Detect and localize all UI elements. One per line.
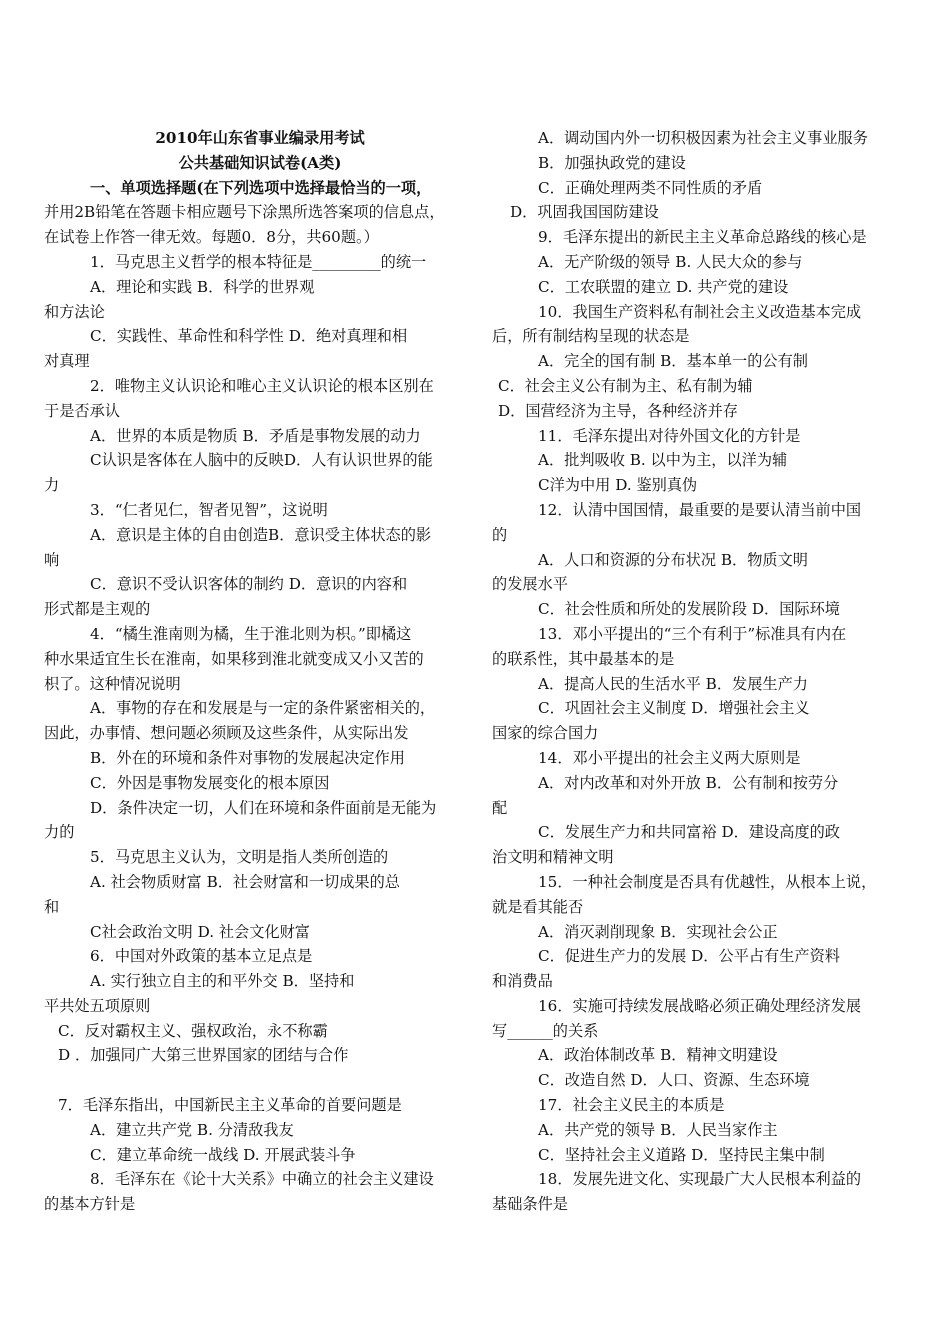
question-5: 5．马克思主义认为，文明是指人类所创造的: [90, 848, 389, 867]
option-line: A．调动国内外一切积极因素为社会主义事业服务: [538, 129, 868, 147]
option-line: C．意识不受认识客体的制约 D．意识的内容和: [90, 575, 408, 594]
option-line: C．外因是事物发展变化的根本原因: [90, 773, 330, 792]
option-line: C．实践性、革命性和科学性 D．绝对真理和相: [90, 327, 408, 346]
option-line: C．巩固社会主义制度 D．增强社会主义: [538, 699, 810, 718]
option-line: C认识是客体在人脑中的反映D．人有认识世界的能: [90, 451, 433, 470]
option-line: D ．加强同广大第三世界国家的团结与合作: [58, 1046, 349, 1065]
option-line: A．人口和资源的分布状况 B．物质文明: [538, 550, 808, 569]
option-line: B．外在的环境和条件对事物的发展起决定作用: [90, 748, 405, 767]
option-line: A．提高人民的生活水平 B．发展生产力: [538, 674, 808, 693]
question-10: 10．我国生产资料私有制社会主义改造基本完成: [538, 302, 862, 321]
question-16: 16．实施可持续发展战略必须正确处理经济发展: [538, 996, 862, 1015]
text-line: 和: [44, 897, 60, 916]
option-line: A．理论和实践 B．科学的世界观: [90, 277, 315, 296]
option-line: C洋为中用 D. 鉴别真伪: [538, 476, 698, 495]
question-11: 11．毛泽东提出对待外国文化的方针是: [538, 426, 801, 445]
option-line: D．条件决定一切，人们在环境和条件面前是无能为: [90, 798, 437, 817]
right-column: [492, 126, 912, 1217]
text-line: 和方法论: [44, 302, 105, 321]
option-line: A．政治体制改革 B．精神文明建设: [538, 1046, 778, 1065]
option-line: C．建立革命统一战线 D. 开展武装斗争: [90, 1145, 356, 1164]
option-line: C．发展生产力和共同富裕 D．建设高度的政: [538, 823, 840, 842]
blank-line: [44, 1068, 476, 1093]
text-line: 对真理: [44, 352, 90, 371]
text-line: 的发展水平: [492, 575, 568, 594]
option-line: D．国营经济为主导，各种经济并存: [498, 401, 738, 420]
text-line: 力的: [44, 823, 75, 842]
option-line: A．事物的存在和发展是与一定的条件紧密相关的，: [90, 699, 436, 718]
question-17: 17．社会主义民主的本质是: [538, 1096, 725, 1115]
question-4: 4．“橘生淮南则为橘，生于淮北则为枳。”即橘这: [90, 624, 412, 643]
question-12: 12．认清中国国情，最重要的是要认清当前中国: [538, 500, 862, 519]
section-heading: 一、单项选择题(在下列选项中选择最恰当的一项，: [90, 178, 432, 197]
question-1: 1．马克思主义哲学的根本特征是_________的统一: [90, 252, 427, 271]
question-3: 3．“仁者见仁，智者见智”，这说明: [90, 500, 328, 519]
text-line: 响: [44, 550, 60, 569]
option-line: C．反对霸权主义、强权政治，永不称霸: [58, 1021, 328, 1040]
question-7: 7．毛泽东指出，中国新民主主义革命的首要问题是: [58, 1096, 402, 1115]
option-line: C．改造自然 D．人口、资源、生态环境: [538, 1071, 810, 1090]
text-line: 配: [492, 798, 508, 817]
text-line: 基础条件是: [492, 1195, 568, 1214]
option-line: A．完全的国有制 B．基本单一的公有制: [538, 352, 808, 371]
text-line: 国家的综合国力: [492, 724, 599, 743]
option-line: C．坚持社会主义道路 D．坚持民主集中制: [538, 1145, 825, 1164]
option-line: A．无产阶级的领导 B. 人民大众的参与: [538, 252, 803, 271]
question-8: 8．毛泽东在《论十大关系》中确立的社会主义建设: [90, 1170, 434, 1189]
option-line: A．世界的本质是物质 B．矛盾是事物发展的动力: [90, 426, 421, 445]
option-line: A．意识是主体的自由创造B．意识受主体状态的影: [90, 525, 432, 544]
text-line: 形式都是主观的: [44, 600, 151, 619]
option-line: A．消灭剥削现象 B．实现社会公正: [538, 922, 778, 941]
text-line: 于是否承认: [44, 401, 120, 420]
text-line: 后，所有制结构呈现的状态是: [492, 327, 690, 346]
option-line: A．共产党的领导 B．人民当家作主: [538, 1120, 778, 1139]
left-column: [44, 126, 476, 1217]
exam-subtitle: 公共基础知识试卷(A类): [178, 153, 342, 172]
option-line: C社会政治文明 D. 社会文化财富: [90, 922, 310, 941]
option-line: C．社会主义公有制为主、私有制为辅: [498, 376, 753, 395]
text-line: 的: [492, 525, 508, 544]
text-line: 就是看其能否: [492, 897, 584, 916]
option-line: A．建立共产党 B. 分清敌我友: [90, 1120, 294, 1139]
option-line: B．加强执政党的建设: [538, 153, 686, 172]
option-line: C．正确处理两类不同性质的矛盾: [538, 178, 763, 197]
question-13: 13．邓小平提出的“三个有利于”标准具有内在: [538, 624, 847, 643]
text-line: 并用2B铅笔在答题卡相应题号下涂黑所选答案项的信息点，: [44, 203, 445, 222]
text-line: 和消费品: [492, 972, 553, 991]
text-line: 种水果适宜生长在淮南，如果移到淮北就变成又小又苦的: [44, 649, 424, 668]
question-6: 6．中国对外政策的基本立足点是: [90, 947, 313, 966]
option-line: C．工农联盟的建立 D. 共产党的建设: [538, 277, 789, 296]
text-line: 平共处五项原则: [44, 996, 151, 1015]
text-line: 治文明和精神文明: [492, 848, 614, 867]
text-line: 在试卷上作答一律无效。每题0．8分，共60题。）: [44, 228, 379, 247]
question-15: 15．一种社会制度是否具有优越性，从根本上说，: [538, 872, 877, 891]
option-line: A. 实行独立自主的和平外交 B．坚持和: [90, 972, 355, 991]
option-line: C．促进生产力的发展 D．公平占有生产资料: [538, 947, 840, 966]
text-line: 的联系性，其中最基本的是: [492, 649, 675, 668]
option-line: A．批判吸收 B. 以中为主，以洋为辅: [538, 451, 788, 470]
text-line: 的基本方针是: [44, 1195, 136, 1214]
exam-title: 2010年山东省事业编录用考试: [155, 129, 365, 147]
text-line: 因此，办事情、想问题必须顾及这些条件，从实际出发: [44, 724, 409, 743]
option-line: A. 社会物质财富 B．社会财富和一切成果的总: [90, 872, 400, 891]
option-line: D．巩固我国国防建设: [510, 203, 659, 222]
question-18: 18．发展先进文化、实现最广大人民根本利益的: [538, 1170, 862, 1189]
text-line: 写______的关系: [492, 1021, 599, 1040]
question-9: 9．毛泽东提出的新民主主义革命总路线的核心是: [538, 228, 867, 247]
option-line: C．社会性质和所处的发展阶段 D．国际环境: [538, 600, 840, 619]
text-line: 力: [44, 476, 60, 495]
question-14: 14．邓小平提出的社会主义两大原则是: [538, 748, 801, 767]
question-2: 2．唯物主义认识论和唯心主义认识论的根本区别在: [90, 376, 434, 395]
option-line: A．对内改革和对外开放 B．公有制和按劳分: [538, 773, 839, 792]
text-line: 枳了。这种情况说明: [44, 674, 181, 693]
